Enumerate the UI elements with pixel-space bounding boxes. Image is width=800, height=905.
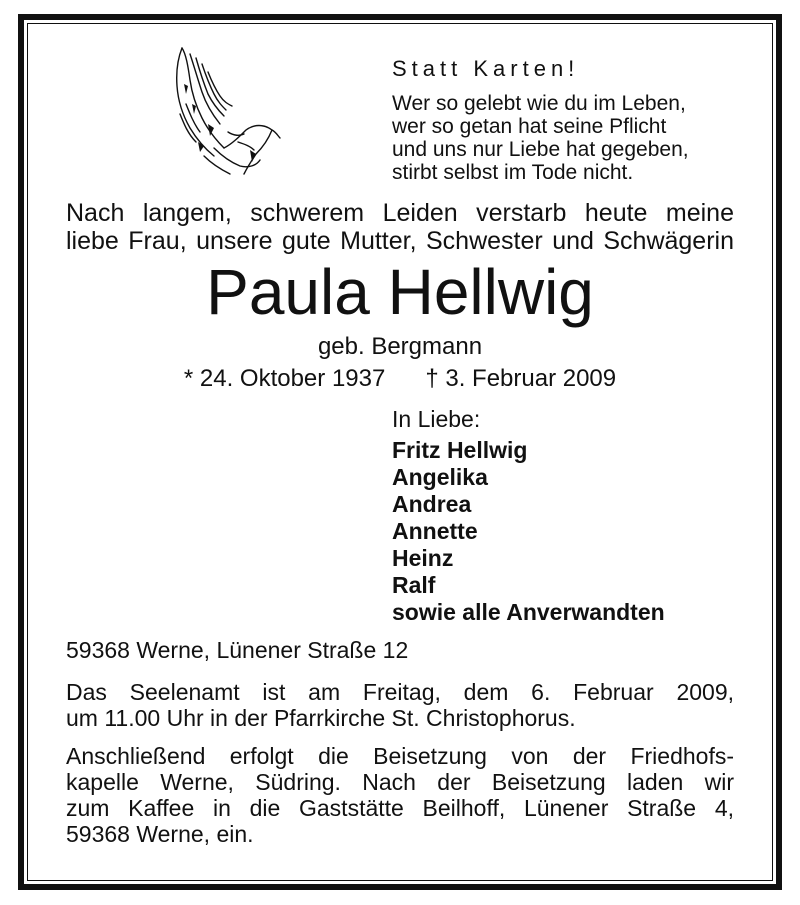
intro-line: liebe Frau, unsere gute Mutter, Schwester und Schwägerin xyxy=(66,227,734,255)
burial-line: zum Kaffee in die Gaststätte Beilhoff, Lünener Straße 4, xyxy=(66,795,734,821)
address-line: 59368 Werne, Lünener Straße 12 xyxy=(66,637,409,663)
burial-line: kapelle Werne, Südring. Nach der Beisetzung laden wir xyxy=(66,769,734,795)
mourner-name: Annette xyxy=(392,518,478,544)
mass-line: Das Seelenamt ist am Freitag, dem 6. Februar 2009, xyxy=(66,679,734,705)
praying-hands-icon xyxy=(168,44,284,180)
mourners-lead: In Liebe: xyxy=(392,406,481,432)
burial-line: 59368 Werne, ein. xyxy=(66,821,254,847)
poem-line: wer so getan hat seine Pflicht xyxy=(392,115,667,138)
life-dates xyxy=(0,365,800,393)
death-date: † 3. Februar 2009 xyxy=(425,365,617,392)
poem-line: Wer so gelebt wie du im Leben, xyxy=(392,92,686,115)
mass-info xyxy=(66,679,734,731)
motto-title: Statt Karten! xyxy=(392,56,580,81)
birth-date: * 24. Oktober 1937 xyxy=(183,365,386,392)
poem-line: stirbt selbst im Tode nicht. xyxy=(392,161,634,184)
mourner-name: Angelika xyxy=(392,464,488,490)
mourner-name: Fritz Hellwig xyxy=(392,437,528,463)
poem-line: und uns nur Liebe hat gegeben, xyxy=(392,138,689,161)
poem xyxy=(392,92,689,184)
maiden-name: geb. Bergmann xyxy=(317,333,483,360)
address xyxy=(66,637,734,663)
mourners xyxy=(392,405,665,626)
mourner-name: sowie alle Anverwandten xyxy=(392,599,665,625)
deceased-name: Paula Hellwig xyxy=(206,256,594,328)
mourner-name: Andrea xyxy=(392,491,472,517)
mass-line: um 11.00 Uhr in der Pfarrkirche St. Christophorus. xyxy=(66,705,576,731)
burial-info xyxy=(66,743,734,847)
intro-line: Nach langem, schwerem Leiden verstarb heute meine xyxy=(66,199,734,227)
mourner-name: Ralf xyxy=(392,572,436,598)
burial-line: Anschließend erfolgt die Beisetzung von der Friedhofs- xyxy=(66,743,734,769)
mourner-name: Heinz xyxy=(392,545,454,571)
intro-text xyxy=(66,199,734,255)
